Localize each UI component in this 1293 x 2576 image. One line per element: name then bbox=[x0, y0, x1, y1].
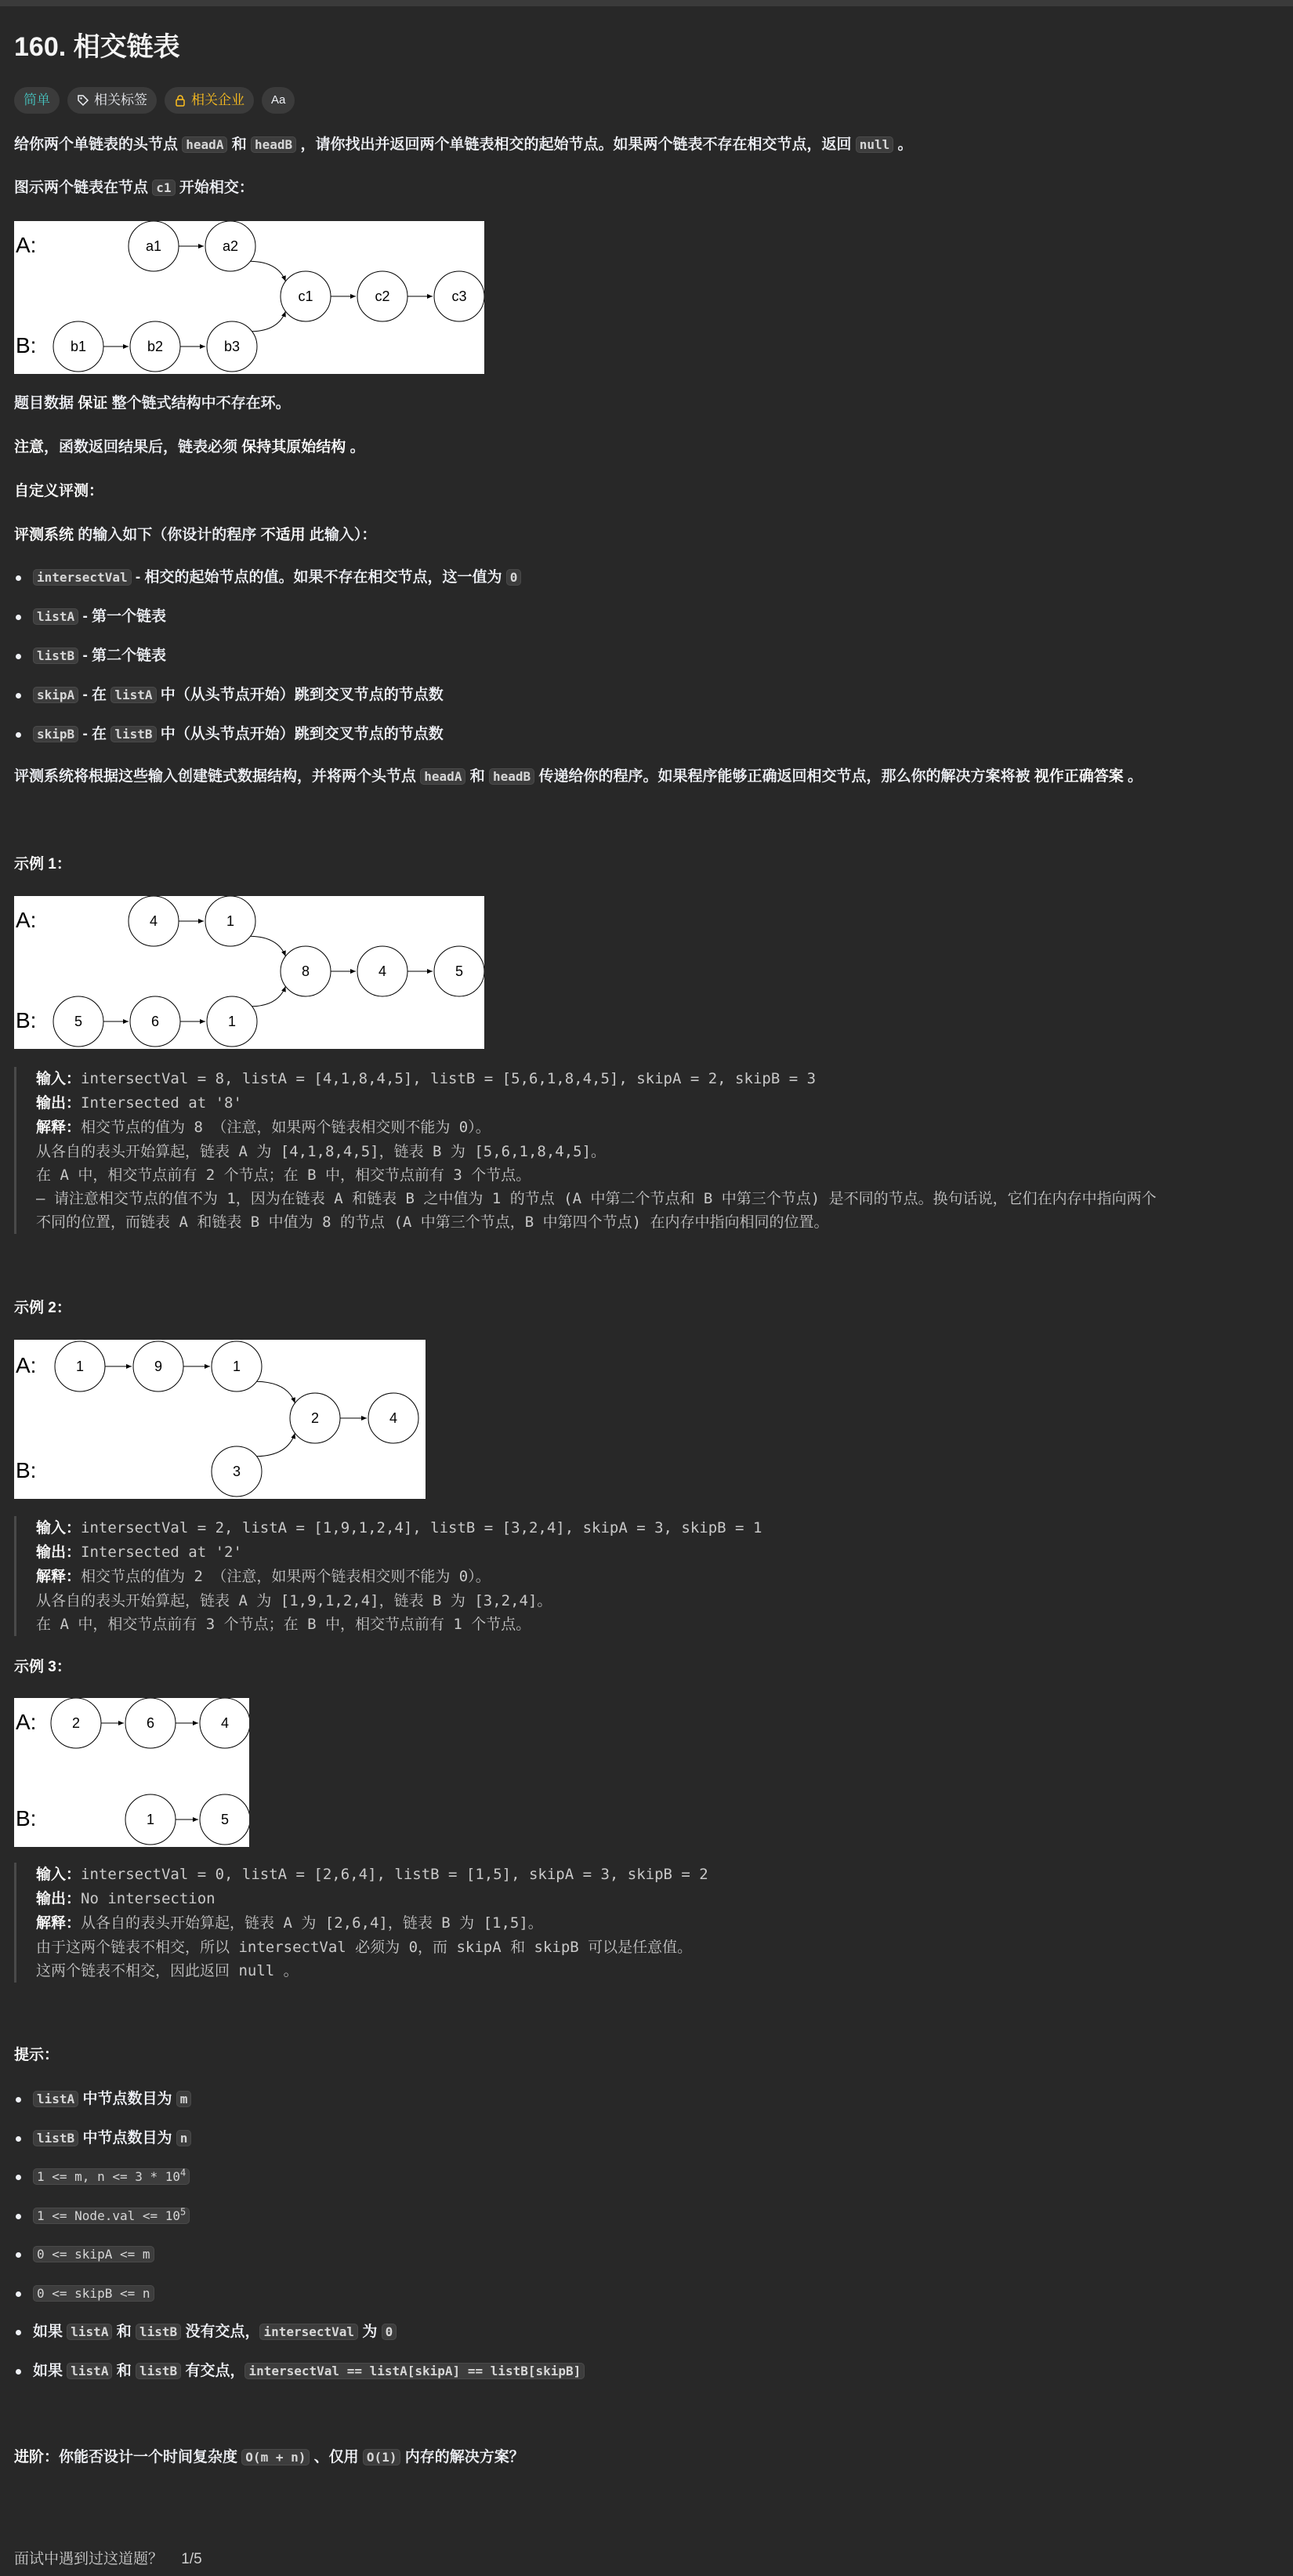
figure-example-2 bbox=[14, 1340, 426, 1499]
node-label: 1 bbox=[226, 913, 235, 929]
tag-row bbox=[14, 87, 295, 114]
linked-list-diagram-example-1 bbox=[14, 896, 484, 1049]
list-a-label: A: bbox=[16, 908, 37, 932]
node-label: a2 bbox=[222, 238, 239, 254]
linked-list-diagram-example-3 bbox=[14, 1698, 249, 1847]
topics-label: 相关标签 bbox=[94, 93, 147, 108]
node-label: b3 bbox=[223, 339, 241, 354]
list-item: 0 <= skipA <= m bbox=[14, 2243, 1268, 2282]
list-item: 如果 listA 和 listB 有交点， intersectVal == listA[skipA] == listB[skipB] bbox=[14, 2360, 1268, 2399]
font-icon: Aa bbox=[271, 93, 286, 107]
node-label: 3 bbox=[232, 1464, 241, 1479]
node-label: 6 bbox=[146, 1715, 155, 1731]
node-label: 2 bbox=[310, 1410, 320, 1426]
list-item: skipA - 在 listA 中（从头节点开始）跳到交叉节点的节点数 bbox=[14, 684, 1268, 723]
node-label: 1 bbox=[232, 1359, 241, 1374]
list-a-label: A: bbox=[16, 1710, 37, 1734]
node-label: 2 bbox=[71, 1715, 81, 1731]
description-p1: 给你两个单链表的头节点 headA 和 headB ，请你找出并返回两个单链表相交的起始节点。如果两个链表不存在相交节点，返回 null 。 bbox=[14, 136, 913, 153]
node-label: 8 bbox=[301, 963, 310, 979]
hints-title: 提示： bbox=[14, 2047, 60, 2063]
example-2-title: 示例 2： bbox=[14, 1300, 71, 1316]
node-label: 9 bbox=[154, 1359, 163, 1374]
example-2-block: 输入：intersectVal = 2, listA = [1,9,1,2,4], listB = [3,2,4], skipA = 3, skipB = 1 输出：Intersected at '2' 解释：相交节点的值为 2 （注意，如果两个链表相交则不能为 0）。 从各自的表头开始算起，链表 A 为 [1,9,1,2,4]，链表 B 为 [3,2,4]。 在 A 中，相交节点前有 3 个节点；在 B 中，相交节点前有 1 个节点。 bbox=[14, 1516, 1277, 1636]
list-b-label: B: bbox=[16, 333, 37, 357]
custom-judge-title: 自定义评测： bbox=[14, 483, 104, 499]
list-item: listA 中节点数目为 m bbox=[14, 2088, 1268, 2127]
example-1-block: 输入：intersectVal = 8, listA = [4,1,8,4,5], listB = [5,6,1,8,4,5], skipA = 2, skipB = 3 输出：Intersected at '8' 解释：相交节点的值为 8 （注意，如果两个链表相交则不能为 0）。 从各自的表头开始算起，链表 A 为 [4,1,8,4,5]，链表 B 为 [5,6,1,8,4,5]。 在 A 中，相交节点前有 2 个节点；在 B 中，相交节点前有 3 个节点。 — 请注意相交节点的值不为 1，因为在链表 A 和链表 B 之中值为 1 的节点 (A 中第二个节点和 B 中第三个节点) 是不同的节点。换句话说，它们在内存中指向两个 不同的位置，而链表 A 和链表 B 中值为 8 的节点 (A 中第三个节点，B 中第四个节点) 在内存中指向相同的位置。 bbox=[14, 1067, 1277, 1234]
advanced-section: 进阶：你能否设计一个时间复杂度 O(m + n) 、仅用 O(1) 内存的解决方案？ bbox=[14, 2449, 524, 2465]
linked-list-diagram-main bbox=[14, 221, 484, 374]
list-item: listB 中节点数目为 n bbox=[14, 2127, 1268, 2166]
problem-title: 160. 相交链表 bbox=[14, 32, 180, 62]
list-item: listB - 第二个链表 bbox=[14, 644, 1268, 684]
link-arrow bbox=[257, 1381, 295, 1403]
node-label: 1 bbox=[146, 1812, 155, 1827]
figure-example-3 bbox=[14, 1698, 249, 1847]
hints-list bbox=[14, 2088, 1268, 2398]
node-label: 6 bbox=[150, 1014, 160, 1029]
example-3-title: 示例 3： bbox=[14, 1659, 71, 1675]
description-p3: 题目数据 保证 整个链式结构中不存在环。 bbox=[14, 395, 291, 412]
interview-footer[interactable] bbox=[14, 2548, 202, 2571]
example-1-title: 示例 1： bbox=[14, 856, 71, 873]
node-label: b2 bbox=[147, 339, 164, 354]
list-item: listA - 第一个链表 bbox=[14, 605, 1268, 644]
top-bar bbox=[0, 0, 1293, 6]
list-item: skipB - 在 listB 中（从头节点开始）跳到交叉节点的节点数 bbox=[14, 723, 1268, 762]
judge-input-list bbox=[14, 566, 1268, 762]
list-b-label: B: bbox=[16, 1806, 37, 1830]
linked-list-diagram-example-2 bbox=[14, 1340, 426, 1499]
node-label: 5 bbox=[74, 1014, 83, 1029]
font-size-toggle[interactable] bbox=[262, 87, 295, 114]
lock-icon bbox=[174, 94, 187, 107]
link-arrow bbox=[252, 986, 286, 1007]
node-label: 4 bbox=[378, 963, 387, 979]
list-item: 0 <= skipB <= n bbox=[14, 2282, 1268, 2321]
figure-example-1 bbox=[14, 896, 484, 1049]
interview-count: 1/5 bbox=[181, 2551, 202, 2567]
link-arrow bbox=[257, 1433, 295, 1457]
list-item: 1 <= m, $n <= 3 * 10^4$ bbox=[14, 2165, 1268, 2204]
description-p4: 注意，函数返回结果后，链表必须 保持其原始结构 。 bbox=[14, 439, 365, 455]
link-arrow bbox=[251, 261, 286, 281]
node-label: 4 bbox=[220, 1715, 230, 1731]
node-label: 5 bbox=[455, 963, 464, 979]
list-b-label: B: bbox=[16, 1008, 37, 1032]
topics-tag-button[interactable] bbox=[67, 87, 157, 114]
difficulty-badge[interactable] bbox=[14, 87, 60, 114]
node-label: a1 bbox=[145, 238, 162, 254]
node-label: 1 bbox=[227, 1014, 237, 1029]
difficulty-label: 简单 bbox=[24, 93, 50, 108]
description-p2: 图示两个链表在节点 c1 开始相交： bbox=[14, 180, 254, 196]
companies-tag-button[interactable] bbox=[165, 87, 254, 114]
node-label: 1 bbox=[75, 1359, 85, 1374]
node-label: 5 bbox=[220, 1812, 230, 1827]
node-label: c2 bbox=[375, 288, 390, 304]
node-label: c1 bbox=[298, 288, 313, 304]
tag-icon bbox=[77, 94, 89, 107]
node-label: b1 bbox=[70, 339, 87, 354]
example-3-block: 输入：intersectVal = 0, listA = [2,6,4], listB = [1,5], skipA = 3, skipB = 2 输出：No intersection 解释：从各自的表头开始算起，链表 A 为 [2,6,4]，链表 B 为 [1,5]。 由于这两个链表不相交，所以 intersectVal 必须为 0，而 skipA 和 skipB 可以是任意值。 这两个链表不相交，因此返回 null 。 bbox=[14, 1863, 1277, 1983]
interview-question-label: 面试中遇到过这道题？ bbox=[14, 2551, 164, 2567]
list-item: 1 <= Node.val <= $10^5$ bbox=[14, 2204, 1268, 2244]
node-label: 4 bbox=[149, 913, 158, 929]
link-arrow bbox=[251, 936, 286, 956]
list-item: intersectVal - 相交的起始节点的值。如果不存在相交节点，这一值为 0 bbox=[14, 566, 1268, 605]
judge-intro: 评测系统 的输入如下（你设计的程序 不适用 此输入）： bbox=[14, 527, 377, 543]
judge-outro: 评测系统将根据这些输入创建链式数据结构，并将两个头节点 headA 和 headB 传递给你的程序。如果程序能够正确返回相交节点，那么你的解决方案将被 视作正确答案 。 bbox=[14, 768, 1143, 785]
list-b-label: B: bbox=[16, 1458, 37, 1482]
link-arrow bbox=[252, 311, 286, 332]
list-item: 如果 listA 和 listB 没有交点， intersectVal 为 0 bbox=[14, 2320, 1268, 2360]
node-label: c3 bbox=[451, 288, 467, 304]
list-a-label: A: bbox=[16, 233, 37, 257]
figure-main bbox=[14, 221, 484, 374]
companies-label: 相关企业 bbox=[191, 93, 244, 108]
list-a-label: A: bbox=[16, 1353, 37, 1377]
node-label: 4 bbox=[389, 1410, 398, 1426]
